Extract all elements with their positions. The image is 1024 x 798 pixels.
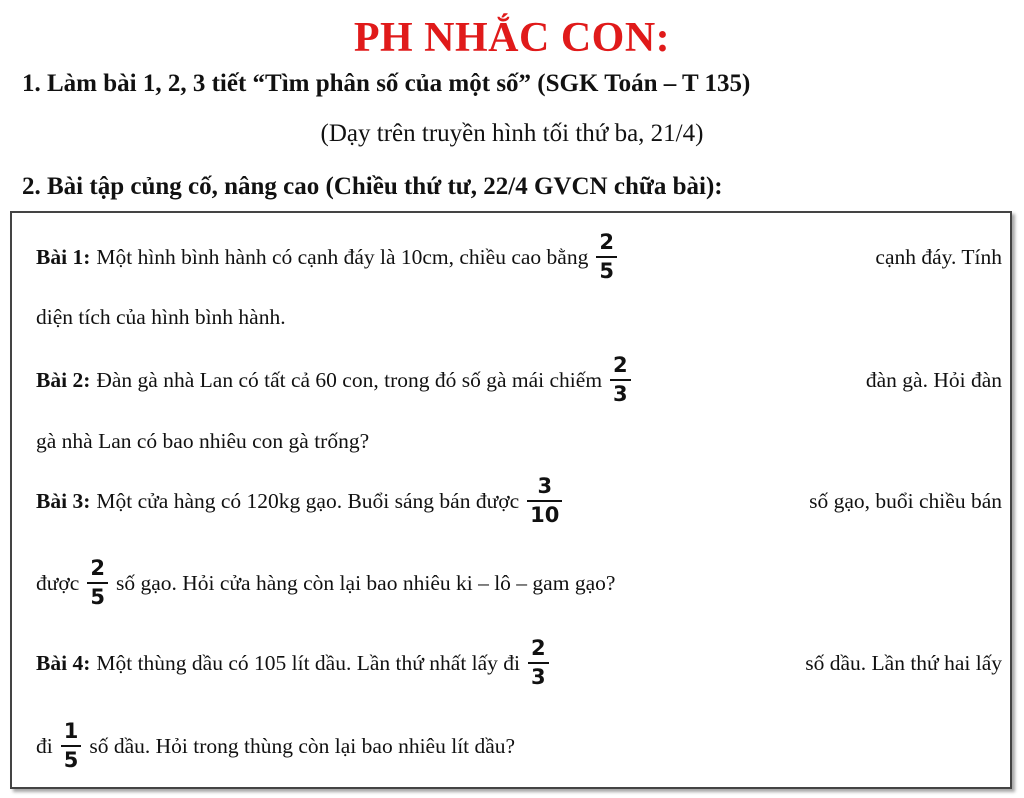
fraction-1-5: $\frac{1}{5}$ [61,721,82,771]
exercise-4-text-b: số dầu. Lần thứ hai lấy [805,651,1002,675]
exercise-3-text-b: số gạo, buổi chiều bán [809,489,1002,513]
exercise-4-text-d: số dầu. Hỏi trong thùng còn lại bao nhiêu lít dầu? [89,734,516,758]
fraction-2-5: $\frac{2}{5}$ [87,558,108,608]
exercise-3-text-a: Một cửa hàng có 120kg gạo. Buổi sáng bán được [96,489,520,513]
exercise-4-text-c: đi [36,734,53,758]
page-title: PH NHẮC CON: [353,15,671,61]
exercise-2-text-c: gà nhà Lan có bao nhiêu con gà trống? [36,429,370,453]
exercise-1-text-a: Một hình bình hành có cạnh đáy là 10cm, chiều cao bằng [96,245,589,269]
exercise-1-line-1 [36,227,1002,287]
exercise-2-line-1 [36,350,1002,410]
exercise-1-line-2 [36,287,1002,347]
exercise-1-text-c: diện tích của hình bình hành. [36,305,286,329]
exercise-box [10,211,1012,789]
exercise-2-label: Bài 2: [36,368,91,392]
fraction-2-3: $\frac{2}{3}$ [610,355,631,405]
exercise-4-label: Bài 4: [36,651,91,675]
exercise-3-line-1 [36,471,1002,531]
exercise-1-label: Bài 1: [36,245,91,269]
exercise-2-text-a: Đàn gà nhà Lan có tất cả 60 con, trong đó số gà mái chiếm [96,368,603,392]
exercise-3-text-d: số gạo. Hỏi cửa hàng còn lại bao nhiêu ki – lô – gam gạo? [115,571,616,595]
fraction-2-5: $\frac{2}{5}$ [596,232,617,282]
exercise-3-text-c: được [36,571,80,595]
task-1-heading: 1. Làm bài 1, 2, 3 tiết “Tìm phân số của một số” (SGK Toán – T 135) [22,70,751,97]
exercise-2-text-b: đàn gà. Hỏi đàn [865,368,1002,392]
exercise-3-line-2 [36,553,1002,613]
exercise-4-text-a: Một thùng dầu có 105 lít dầu. Lần thứ nhất lấy đi [96,651,521,675]
exercise-2-line-2 [36,411,1002,471]
fraction-2-3: $\frac{2}{3}$ [528,638,549,688]
task-1-note: (Dạy trên truyền hình tối thứ ba, 21/4) [320,120,704,147]
exercise-1-text-b: cạnh đáy. Tính [875,245,1002,269]
exercise-4-line-2 [36,716,1002,776]
fraction-3-10: $\frac{3}{10}$ [527,476,562,526]
exercise-3-label: Bài 3: [36,489,91,513]
task-2-heading: 2. Bài tập củng cố, nâng cao (Chiều thứ tư, 22/4 GVCN chữa bài): [22,173,723,200]
exercise-4-line-1 [36,633,1002,693]
